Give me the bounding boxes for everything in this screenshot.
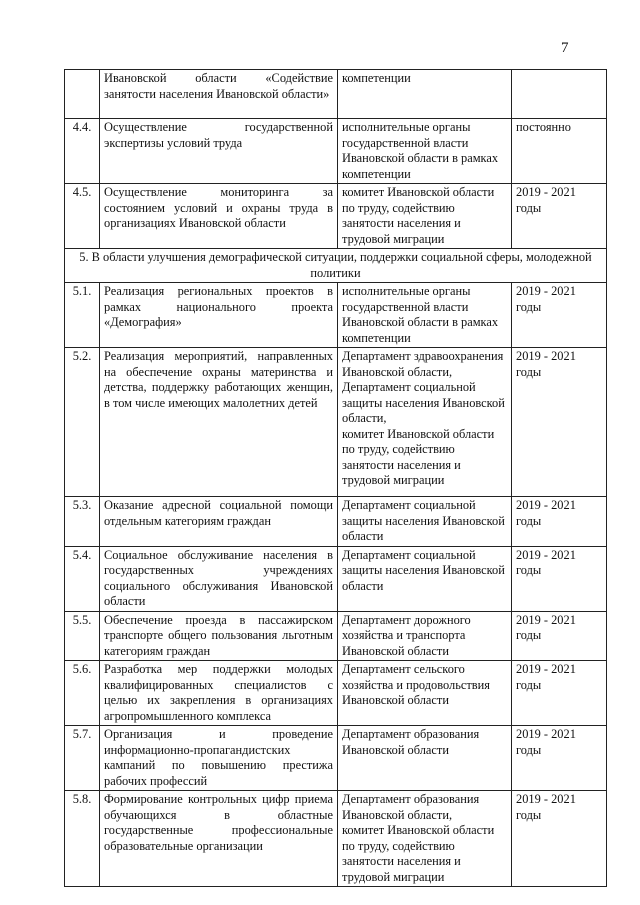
section-row (65, 249, 607, 283)
term-cell: 2019 - 2021 годы (512, 661, 607, 726)
action-cell: Социальное обслуживание населения в государственных учреждениях социального обслуживания Ивановской области (100, 546, 338, 611)
term-cell: 2019 - 2021 годы (512, 348, 607, 497)
section-heading: 5. В области улучшения демографической ситуации, поддержки социальной сферы, молодежной политики (65, 249, 607, 283)
row-number: 5.1. (65, 283, 100, 348)
row-number: 5.7. (65, 726, 100, 791)
table-row (65, 726, 607, 791)
row-number: 4.4. (65, 119, 100, 184)
executor-cell: Департамент социальной защиты населения Ивановской области (338, 546, 512, 611)
executor-cell: Департамент образования Ивановской области, комитет Ивановской области по труду, содействию занятости населения и трудовой миграции (338, 791, 512, 887)
table-row (65, 791, 607, 887)
executor-cell: комитет Ивановской области по труду, содействию занятости населения и трудовой миграции (338, 184, 512, 249)
action-cell: Осуществление мониторинга за состоянием условий и охраны труда в организациях Ивановской области (100, 184, 338, 249)
action-cell: Обеспечение проезда в пассажирском транспорте общего пользования льготным категориям граждан (100, 611, 338, 661)
term-cell: 2019 - 2021 годы (512, 791, 607, 887)
action-cell: Осуществление государственной экспертизы условий труда (100, 119, 338, 184)
plan-table (64, 69, 607, 887)
action-cell: Организация и проведение информационно-пропагандистских кампаний по повышению престижа рабочих профессий (100, 726, 338, 791)
action-cell: Оказание адресной социальной помощи отдельным категориям граждан (100, 497, 338, 547)
executor-cell: Департамент дорожного хозяйства и транспорта Ивановской области (338, 611, 512, 661)
term-cell: 2019 - 2021 годы (512, 283, 607, 348)
row-number: 5.5. (65, 611, 100, 661)
table-row (65, 611, 607, 661)
row-number: 5.2. (65, 348, 100, 497)
table-row (65, 497, 607, 547)
table-row (65, 661, 607, 726)
executor-cell: компетенции (338, 70, 512, 119)
table-row (65, 546, 607, 611)
row-number: 5.8. (65, 791, 100, 887)
page-number: 7 (561, 40, 569, 56)
term-cell: 2019 - 2021 годы (512, 611, 607, 661)
executor-cell: Департамент образования Ивановской области (338, 726, 512, 791)
term-cell: 2019 - 2021 годы (512, 546, 607, 611)
term-cell: 2019 - 2021 годы (512, 184, 607, 249)
table-row (65, 283, 607, 348)
term-cell: постоянно (512, 119, 607, 184)
row-number: 4.5. (65, 184, 100, 249)
executor-cell: исполнительные органы государственной власти Ивановской области в рамках компетенции (338, 283, 512, 348)
row-number: 5.3. (65, 497, 100, 547)
term-cell (512, 70, 607, 119)
executor-cell: исполнительные органы государственной власти Ивановской области в рамках компетенции (338, 119, 512, 184)
executor-cell: Департамент здравоохранения Ивановской области, Департамент социальной защиты населения Ивановской области, комитет Ивановской области по труду, содействию занятости населения и трудовой миграции (338, 348, 512, 497)
action-cell: Ивановской области «Содействие занятости населения Ивановской области» (100, 70, 338, 119)
table-row (65, 348, 607, 497)
action-cell: Реализация мероприятий, направленных на обеспечение охраны материнства и детства, поддержку работающих женщин, в том числе имеющих малолетних детей (100, 348, 338, 497)
row-number: 5.6. (65, 661, 100, 726)
table-row (65, 70, 607, 119)
row-number: 5.4. (65, 546, 100, 611)
action-cell: Формирование контрольных цифр приема обучающихся в областные государственные профессиональные образовательные организации (100, 791, 338, 887)
term-cell: 2019 - 2021 годы (512, 726, 607, 791)
table-row (65, 184, 607, 249)
executor-cell: Департамент сельского хозяйства и продовольствия Ивановской области (338, 661, 512, 726)
term-cell: 2019 - 2021 годы (512, 497, 607, 547)
row-number (65, 70, 100, 119)
executor-cell: Департамент социальной защиты населения Ивановской области (338, 497, 512, 547)
action-cell: Реализация региональных проектов в рамках национального проекта «Демография» (100, 283, 338, 348)
action-cell: Разработка мер поддержки молодых квалифицированных специалистов с целью их закрепления в организациях агропромышленного комплекса (100, 661, 338, 726)
table-row (65, 119, 607, 184)
